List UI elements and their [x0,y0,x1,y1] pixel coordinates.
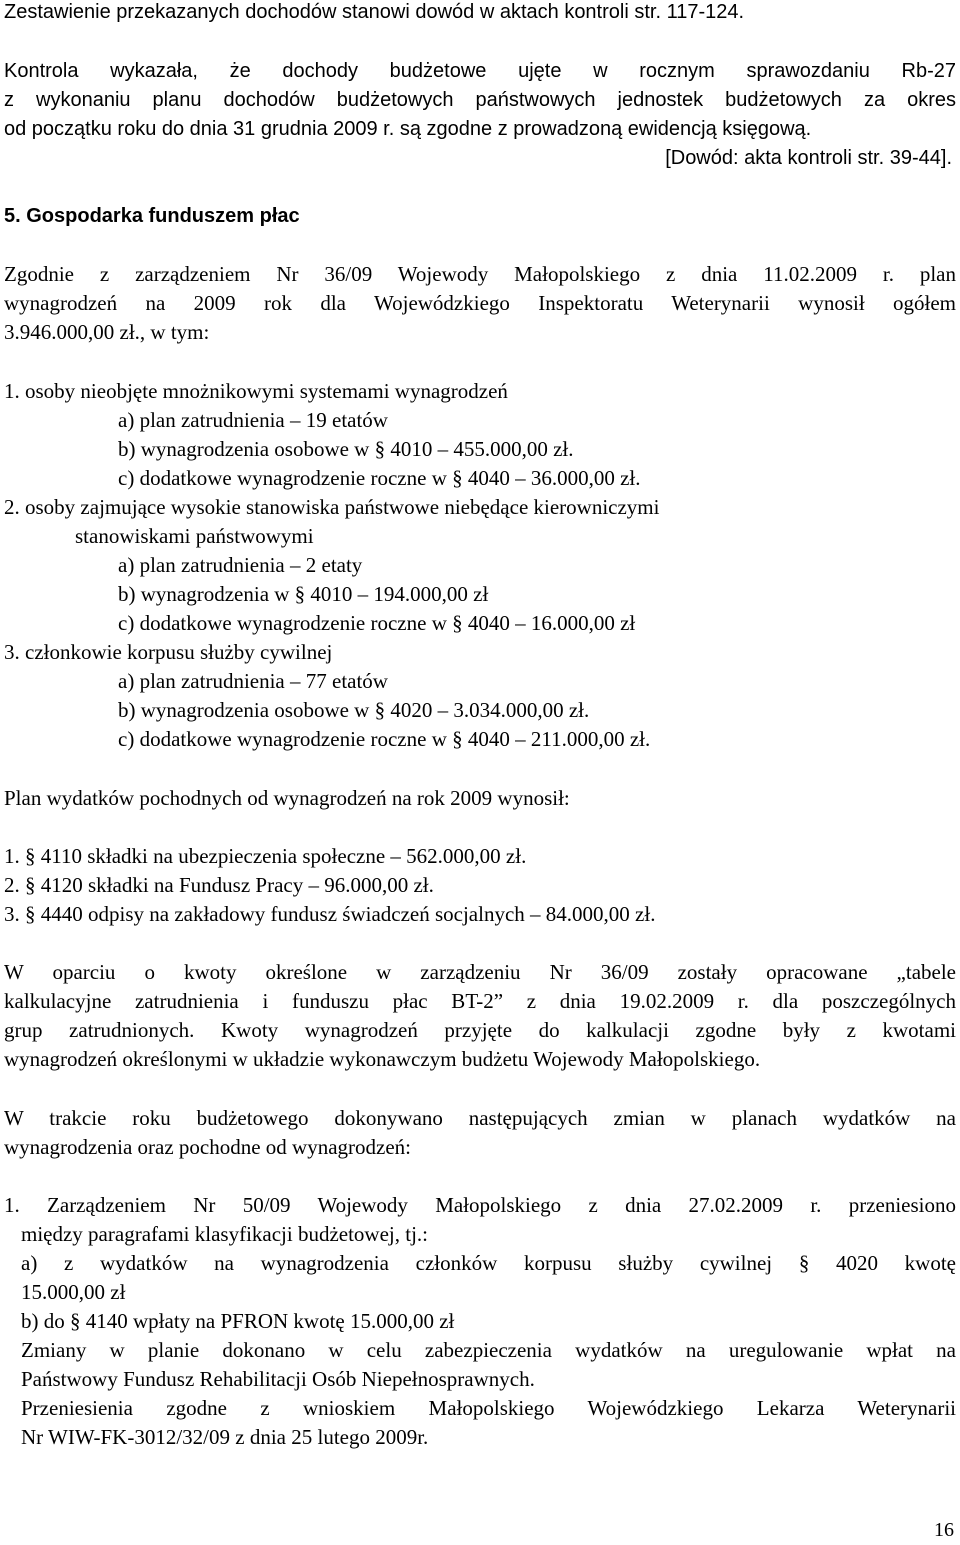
zmiana1-line-2: między paragrafami klasyfikacji budżetowej, tj.: [21,1222,429,1246]
group3-item-a: a) plan zatrudnienia – 77 etatów [118,669,388,693]
plan-wydatkow: Plan wydatków pochodnych od wynagrodzeń na rok 2009 wynosił: [4,786,570,810]
para-zgodnie-line-2: wynagrodzeń na 2009 rok dla Wojewódzkiego Inspektoratu Weterynarii wynosił ogółem [4,291,956,315]
group2-title-line-1: 2. osoby zajmujące wysokie stanowiska państwowe niebędące kierowniczymi [4,495,660,519]
zmiana1-line-7: Państwowy Fundusz Rehabilitacji Osób Niepełnosprawnych. [21,1367,535,1391]
group1-item-a: a) plan zatrudnienia – 19 etatów [118,408,388,432]
para-oparcie-line-4: wynagrodzeń określonymi w układzie wykonawczym budżetu Wojewody Małopolskiego. [4,1047,761,1071]
group2-title-line-2: stanowiskami państwowymi [75,524,314,548]
para-trakcie-line-2: wynagrodzenia oraz pochodne od wynagrodzeń: [4,1135,412,1159]
zmiana1-line-1: 1. Zarządzeniem Nr 50/09 Wojewody Małopolskiego z dnia 27.02.2009 r. przeniesiono [4,1193,956,1217]
zmiana1-line-9: Nr WIW-FK-3012/32/09 z dnia 25 lutego 2009r. [21,1425,429,1449]
para-oparcie-line-1: W oparciu o kwoty określone w zarządzeniu Nr 36/09 zostały opracowane „tabele [4,960,956,984]
group1-item-c: c) dodatkowe wynagrodzenie roczne w § 4040 – 36.000,00 zł. [118,466,641,490]
pochodne-item-2: 2. § 4120 składki na Fundusz Pracy – 96.000,00 zł. [4,873,434,897]
zmiana1-line-5: b) do § 4140 wpłaty na PFRON kwotę 15.000,00 zł [21,1309,455,1333]
group3-title: 3. członkowie korpusu służby cywilnej [4,640,333,664]
group1-title: 1. osoby nieobjęte mnożnikowymi systemami wynagrodzeń [4,379,508,403]
para-zgodnie-line-3: 3.946.000,00 zł., w tym: [4,320,210,344]
pochodne-item-3: 3. § 4440 odpisy na zakładowy fundusz świadczeń socjalnych – 84.000,00 zł. [4,902,656,926]
top-line: Zestawienie przekazanych dochodów stanowi dowód w aktach kontroli str. 117-124. [4,1,745,23]
evidence-reference: [Dowód: akta kontroli str. 39-44]. [665,147,952,169]
para-trakcie-line-1: W trakcie roku budżetowego dokonywano następujących zmian w planach wydatków na [4,1106,956,1130]
zmiana1-line-8: Przeniesienia zgodne z wnioskiem Małopolskiego Wojewódzkiego Lekarza Weterynarii [21,1396,956,1420]
page-number: 16 [934,1519,954,1541]
group3-item-b: b) wynagrodzenia osobowe w § 4020 – 3.034.000,00 zł. [118,698,590,722]
para-oparcie-line-2: kalkulacyjne zatrudnienia i funduszu płac BT-2” z dnia 19.02.2009 r. dla poszczególnych [4,989,956,1013]
para-kontrola-line-2: z wykonaniu planu dochodów budżetowych państwowych jednostek budżetowych za okres [4,89,956,111]
para-kontrola-line-1: Kontrola wykazała, że dochody budżetowe ujęte w rocznym sprawozdaniu Rb-27 [4,60,956,82]
zmiana1-line-4: 15.000,00 zł [21,1280,126,1304]
para-kontrola-line-3: od początku roku do dnia 31 grudnia 2009 r. są zgodne z prowadzoną ewidencją księgową. [4,118,812,140]
group1-item-b: b) wynagrodzenia osobowe w § 4010 – 455.000,00 zł. [118,437,574,461]
para-oparcie-line-3: grup zatrudnionych. Kwoty wynagrodzeń przyjęte do kalkulacji zgodne były z kwotami [4,1018,956,1042]
group2-item-c: c) dodatkowe wynagrodzenie roczne w § 4040 – 16.000,00 zł [118,611,636,635]
group3-item-c: c) dodatkowe wynagrodzenie roczne w § 4040 – 211.000,00 zł. [118,727,651,751]
group2-item-a: a) plan zatrudnienia – 2 etaty [118,553,363,577]
group2-item-b: b) wynagrodzenia w § 4010 – 194.000,00 zł [118,582,489,606]
section-heading: 5. Gospodarka funduszem płac [4,205,300,227]
zmiana1-line-6: Zmiany w planie dokonano w celu zabezpieczenia wydatków na uregulowanie wpłat na [21,1338,956,1362]
zmiana1-line-3: a) z wydatków na wynagrodzenia członków korpusu służby cywilnej § 4020 kwotę [21,1251,956,1275]
para-zgodnie-line-1: Zgodnie z zarządzeniem Nr 36/09 Wojewody Małopolskiego z dnia 11.02.2009 r. plan [4,262,956,286]
pochodne-item-1: 1. § 4110 składki na ubezpieczenia społeczne – 562.000,00 zł. [4,844,527,868]
